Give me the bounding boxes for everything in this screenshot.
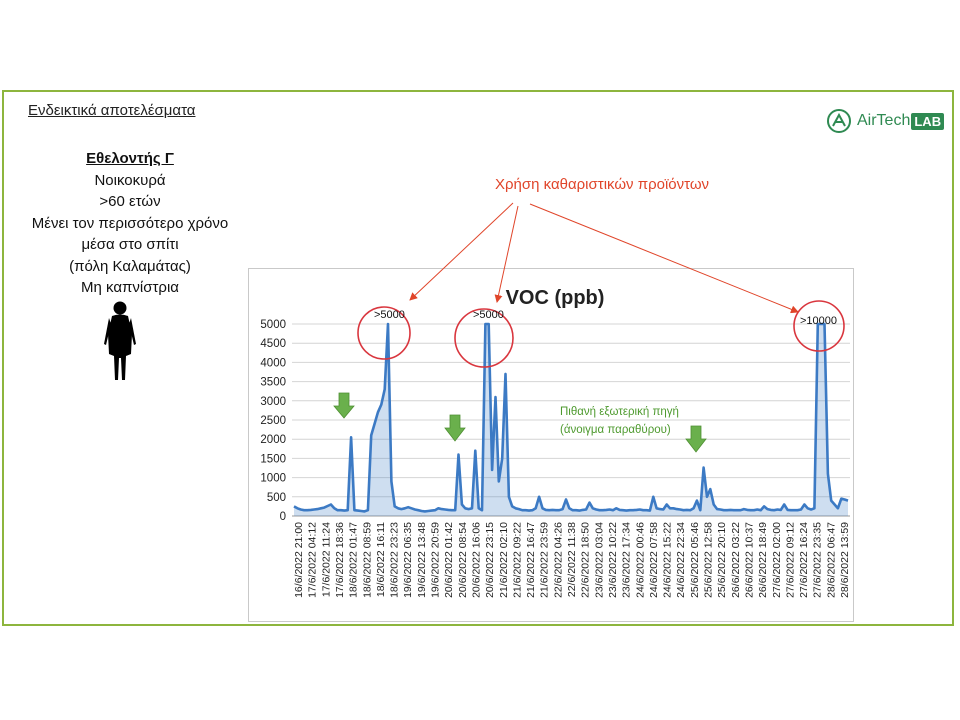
volunteer-name: Εθελοντής Γ <box>86 150 174 167</box>
y-tick-label: 1000 <box>260 472 286 485</box>
y-tick-label: 3500 <box>260 376 286 389</box>
x-tick-label: 21/6/2022 02:10 <box>497 522 510 598</box>
x-tick-label: 26/6/2022 03:22 <box>729 522 742 598</box>
chart-title: VOC (ppb) <box>505 287 605 309</box>
annotation-cleaning-products: Χρήση καθαριστικών προϊόντων <box>495 176 710 193</box>
x-tick-label: 21/6/2022 16:47 <box>525 522 538 598</box>
x-tick-label: 19/6/2022 20:59 <box>429 522 442 598</box>
x-tick-label: 28/6/2022 13:59 <box>839 522 851 598</box>
profile-line-time-1: Μένει τον περισσότερο χρόνο <box>31 214 229 232</box>
x-tick-label: 25/6/2022 12:58 <box>702 522 715 598</box>
x-tick-labels <box>293 522 851 598</box>
profile-line-time-2: μέσα στο σπίτι <box>81 236 179 253</box>
x-tick-label: 17/6/2022 18:36 <box>333 522 346 598</box>
x-tick-label: 22/6/2022 04:26 <box>552 522 565 598</box>
results-heading: Ενδεικτικά αποτελέσματα <box>28 102 196 119</box>
x-tick-label: 18/6/2022 01:47 <box>347 522 360 598</box>
x-tick-label: 19/6/2022 13:48 <box>415 522 428 598</box>
x-tick-label: 24/6/2022 07:58 <box>647 522 660 598</box>
y-tick-label: 4500 <box>260 338 286 351</box>
x-tick-label: 23/6/2022 17:34 <box>620 522 633 598</box>
x-tick-label: 27/6/2022 16:24 <box>798 522 811 598</box>
x-tick-label: 21/6/2022 09:22 <box>511 522 524 598</box>
x-tick-label: 26/6/2022 10:37 <box>743 522 756 598</box>
profile-line-smoking: Μη καπνίστρια <box>81 279 179 296</box>
annotation-window-opening: (άνοιγμα παραθύρου) <box>560 424 671 436</box>
x-tick-label: 27/6/2022 09:12 <box>784 522 797 598</box>
x-tick-label: 19/6/2022 06:35 <box>402 522 415 598</box>
x-tick-label: 23/6/2022 03:04 <box>593 522 606 598</box>
x-tick-label: 18/6/2022 23:23 <box>388 522 401 598</box>
x-tick-label: 20/6/2022 16:06 <box>470 522 483 598</box>
x-tick-label: 17/6/2022 04:12 <box>306 522 319 598</box>
x-tick-label: 27/6/2022 23:35 <box>811 522 824 598</box>
green-arrow-1 <box>334 393 354 418</box>
logo-text: AirTech <box>857 112 911 129</box>
y-tick-label: 0 <box>279 511 286 523</box>
green-arrow-3 <box>686 426 706 452</box>
y-tick-label: 1500 <box>260 453 286 466</box>
peak-label-3: >10000 <box>800 315 838 327</box>
x-tick-label: 27/6/2022 02:00 <box>770 522 783 598</box>
x-tick-label: 26/6/2022 18:49 <box>757 522 770 598</box>
green-arrow-2 <box>445 415 465 441</box>
x-tick-label: 18/6/2022 16:11 <box>374 522 387 598</box>
x-tick-label: 16/6/2022 21:00 <box>293 522 305 598</box>
x-tick-label: 18/6/2022 08:59 <box>361 522 374 598</box>
x-tick-label: 20/6/2022 23:15 <box>484 522 497 598</box>
pointer-arrow-1 <box>410 203 513 300</box>
y-tick-label: 2000 <box>260 434 286 447</box>
annotation-external-source: Πιθανή εξωτερική πηγή <box>560 406 679 418</box>
y-tick-label: 4000 <box>260 357 286 370</box>
x-tick-label: 22/6/2022 11:38 <box>566 522 578 598</box>
y-tick-label: 2500 <box>260 415 286 427</box>
peak-label-2: >5000 <box>473 309 504 321</box>
x-tick-label: 21/6/2022 23:59 <box>538 522 551 598</box>
y-tick-label: 500 <box>266 491 286 504</box>
x-tick-label: 20/6/2022 01:42 <box>443 522 456 598</box>
peak-label-1: >5000 <box>374 309 405 321</box>
x-tick-label: 17/6/2022 11:24 <box>320 522 333 598</box>
x-tick-label: 24/6/2022 00:46 <box>634 522 647 598</box>
x-tick-label: 20/6/2022 08:54 <box>456 522 469 598</box>
x-tick-label: 24/6/2022 22:34 <box>675 522 688 598</box>
profile-line-occupation: Νοικοκυρά <box>94 171 166 189</box>
x-tick-label: 25/6/2022 20:10 <box>716 522 729 598</box>
x-tick-label: 28/6/2022 06:47 <box>825 522 838 598</box>
x-tick-label: 24/6/2022 15:22 <box>661 522 674 598</box>
x-tick-label: 22/6/2022 18:50 <box>579 522 592 598</box>
y-tick-labels <box>260 319 286 523</box>
profile-line-age: >60 ετών <box>99 193 161 210</box>
x-tick-label: 25/6/2022 05:46 <box>688 522 701 598</box>
profile-line-city: (πόλη Καλαμάτας) <box>69 257 191 275</box>
x-tick-label: 23/6/2022 10:22 <box>606 522 619 598</box>
logo-badge: LAB <box>911 113 944 130</box>
y-tick-label: 5000 <box>260 319 286 331</box>
y-tick-label: 3000 <box>260 395 286 408</box>
